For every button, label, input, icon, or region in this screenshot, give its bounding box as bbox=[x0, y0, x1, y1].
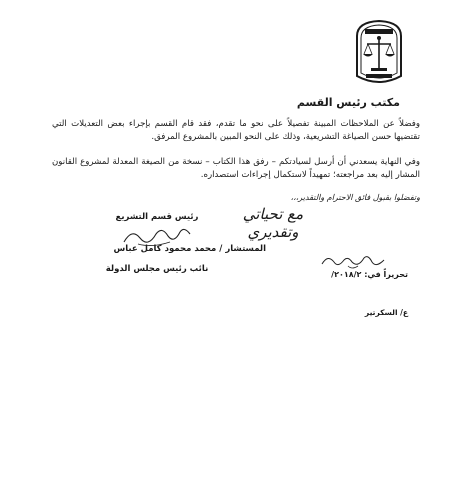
deputy-title: نائب رئيس مجلس الدولة bbox=[105, 264, 209, 274]
date-line: تحريراً في: ٢٠١٨/٢/ bbox=[331, 270, 408, 279]
body-paragraph-2: وفي النهاية يسعدني أن أرسل لسيادتكم – رفق هذا الكتاب – نسخة من الصيغة المعدلة لمشروع القانون المشار إليه بعد مراجعته؛ تمهيداً لاستكمال إجراءات استصداره. bbox=[52, 157, 420, 180]
body-paragraph-1: وفضلاً عن الملاحظات المبينة تفصيلاً على نحو ما تقدم، فقد قام القسم بإجراء بعض التعديلات التي تقتضيها حسن الصياغة التشريعية، وذلك على النحو المبين بالمشروع المرفق. bbox=[52, 119, 420, 142]
handwritten-greeting: مع تحياتي وتقديري bbox=[242, 205, 304, 241]
counselor-name: المستشار / محمد محمود كامل عباس bbox=[113, 244, 266, 254]
secretary-label: ع/ السكرتير bbox=[364, 308, 408, 317]
section-head-title: رئيس قسم التشريع bbox=[115, 212, 199, 222]
courtesy-closing: وتفضلوا بقبول فائق الاحترام والتقدير،،، bbox=[290, 193, 420, 202]
office-title: مكتب رئيس القسم bbox=[296, 96, 400, 109]
state-council-seal-icon bbox=[351, 18, 407, 90]
